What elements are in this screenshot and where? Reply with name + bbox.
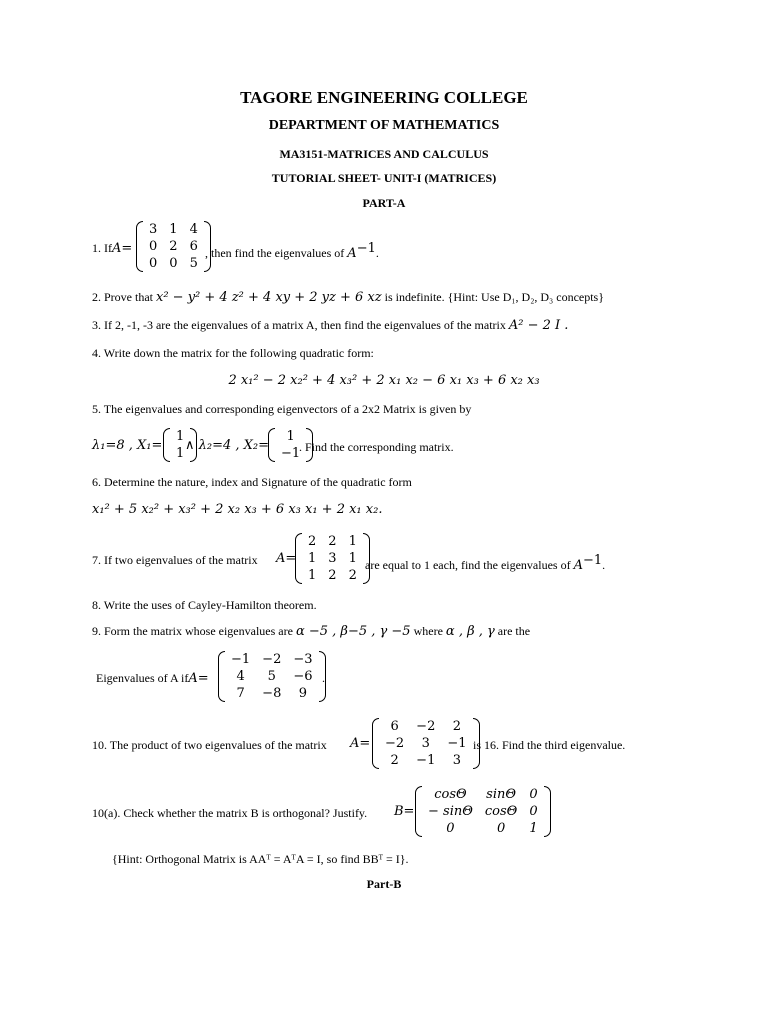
question-10: 10. The product of two eigenvalues of the matrix: [92, 738, 327, 752]
q10a-lhs: B=: [394, 804, 415, 819]
q9-line2: Eigenvalues of A ifA=: [96, 671, 209, 686]
question-3: 3. If 2, -1, -3 are the eigenvalues of a matrix A, then find the eigenvalues of the matrix A² − 2 I .: [92, 318, 569, 333]
part-b-heading: Part-B: [366, 877, 402, 891]
q5-end: . Find the corresponding matrix.: [299, 440, 454, 454]
q5-equation: λ₁=8 , X₁=: [92, 438, 163, 453]
department-title: DEPARTMENT OF MATHEMATICS: [268, 118, 500, 133]
q2-expression: x² − y² + 4 z² + 4 xy + 2 yz + 6 xz: [156, 290, 382, 305]
q6-expression: x₁² + 5 x₂² + x₃² + 2 x₂ x₃ + 6 x₃ x₁ + 2 x₁ x₂.: [92, 502, 383, 517]
q4-expression: 2 x₁² − 2 x₂² + 4 x₃² + 2 x₁ x₂ − 6 x₁ x₃ + 6 x₂ x₃: [228, 373, 540, 388]
q3-expression: A² − 2 I .: [508, 318, 569, 333]
sheet-title: TUTORIAL SHEET- UNIT-I (MATRICES): [271, 171, 497, 185]
question-5: 5. The eigenvalues and corresponding eigenvectors of a 2x2 Matrix is given by: [92, 402, 472, 416]
q7-rest: are equal to 1 each, find the eigenvalues of $A^{-1}$.: [365, 553, 606, 573]
course-title: MA3151-MATRICES AND CALCULUS: [279, 147, 489, 161]
q10-lhs: A=: [350, 736, 371, 751]
question-1: [92, 241, 132, 256]
q1-prefix: 1. If: [92, 241, 112, 255]
q1-rest: , then find the eigenvalues of $A^{-1}$.: [205, 241, 379, 261]
q10-rest: is 16. Find the third eigenvalue.: [473, 738, 626, 752]
q10a-hint: {Hint: Orthogonal Matrix is AAᵀ = AᵀA = I, so find BBᵀ = I}.: [112, 852, 409, 866]
college-title: TAGORE ENGINEERING COLLEGE: [240, 88, 528, 107]
question-8: 8. Write the uses of Cayley-Hamilton theorem.: [92, 598, 317, 612]
q10-matrix: 6 −2 2 −2 3 −1 2 −1 3: [372, 718, 480, 769]
q5-mid: ∧ λ₂=4 , X₂=: [185, 438, 270, 453]
question-7: 7. If two eigenvalues of the matrix: [92, 553, 258, 567]
question-2: 2. Prove that x² − y² + 4 z² + 4 xy + 2 yz + 6 xz is indefinite. {Hint: Use D₁, D₂, D₃ concepts}: [92, 290, 604, 305]
question-4: 4. Write down the matrix for the following quadratic form:: [92, 346, 374, 360]
question-9: 9. Form the matrix whose eigenvalues are α −5 , β−5 , γ −5 where α , β , γ are the: [92, 624, 531, 639]
q1-matrix: 3 1 4 0 2 6 0 0 5: [136, 221, 211, 272]
question-6: 6. Determine the nature, index and Signature of the quadratic form: [92, 475, 412, 489]
q7-matrix: 2 2 1 1 3 1 1 2 2: [295, 533, 370, 584]
q10a-matrix: cosΘ sinΘ 0 − sinΘ cosΘ 0 0 0 1: [415, 786, 551, 837]
q1-lhs: A=: [112, 241, 133, 256]
q5-vector-1: 1 1: [163, 428, 197, 462]
question-10a: 10(a). Check whether the matrix B is orthogonal? Justify.: [92, 806, 368, 820]
q9-matrix: −1 −2 −3 4 5 −6 7 −8 9: [218, 651, 326, 702]
part-a-heading: PART-A: [362, 196, 406, 210]
q7-lhs: A=: [276, 551, 297, 566]
q5-vector-2: 1 −1: [268, 428, 313, 462]
